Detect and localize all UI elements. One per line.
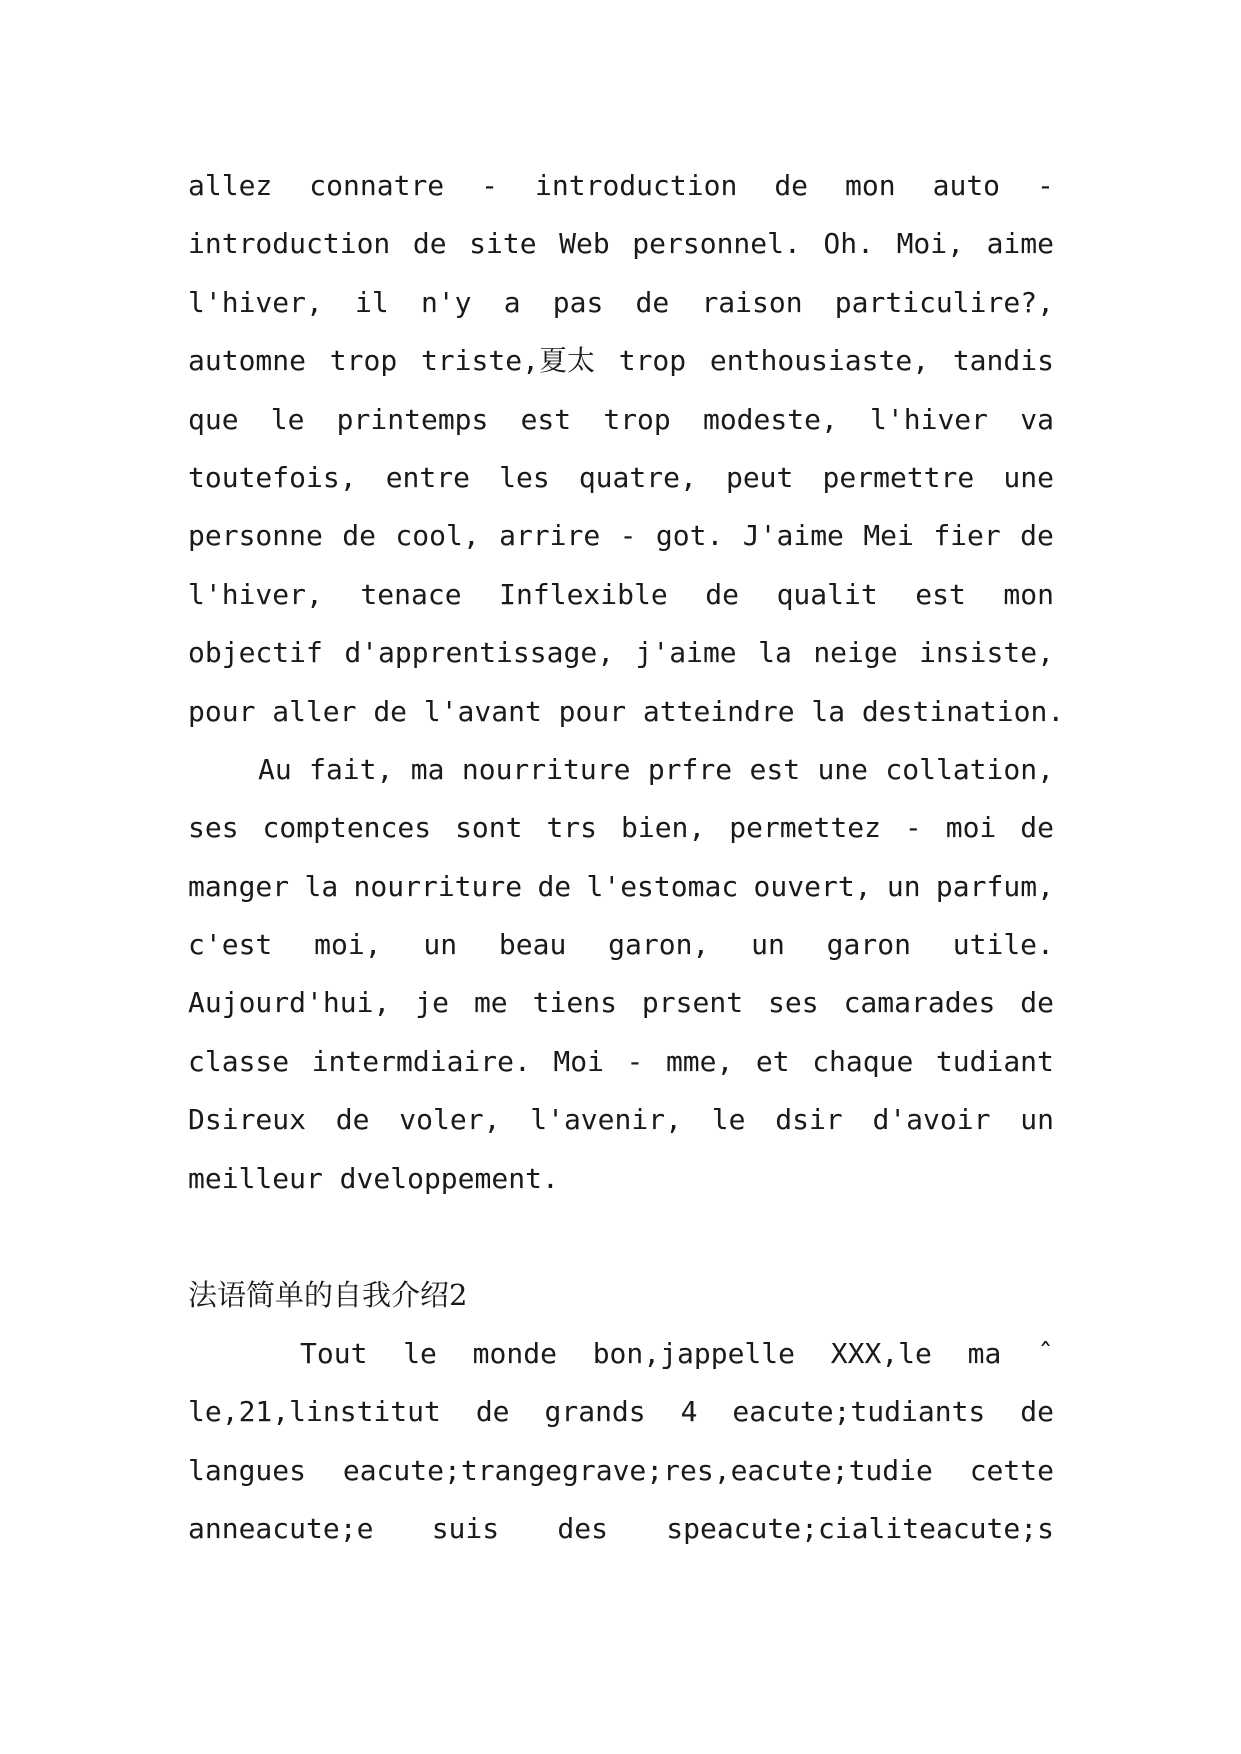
word: destination. [861,694,1065,728]
word: trop [603,402,671,436]
word: printemps [336,402,489,436]
text-line [188,1150,1054,1208]
section-heading: 法语简单的自我介绍2 [188,1278,468,1313]
word: introduction [188,227,391,261]
word: - [619,519,637,553]
text-line [188,1500,1054,1558]
word: utile. [952,928,1054,962]
word: parfum, [935,869,1054,903]
text-line [188,1325,1054,1383]
word: pour [558,694,627,728]
word: qualit [776,577,878,611]
text-line [188,858,1054,916]
word: langues [188,1453,307,1487]
word: trop [329,344,398,378]
word: Au [258,752,292,786]
word: aller [272,694,357,728]
word: Tout [300,1336,368,1370]
word: l'avenir, [530,1103,682,1137]
word: j'aime [635,636,737,670]
text-line [188,974,1054,1032]
word: permettez [729,811,881,845]
word: mon [845,169,896,202]
word: de [475,1395,510,1429]
word: a [503,285,521,319]
word: la [758,636,792,670]
word: ses [188,811,239,845]
word: de [335,1103,370,1137]
word: aime [986,227,1054,261]
word: de [1020,1395,1054,1429]
word: de [635,285,670,319]
word: garon [826,928,911,962]
word: Dsireux [188,1103,307,1137]
word: est [749,752,801,786]
word: est [915,577,966,611]
word: le [403,1336,437,1370]
word: de [1020,519,1054,553]
word: tudiant [935,1044,1054,1078]
word: trs [546,811,598,845]
word: d'apprentissage, [344,636,615,670]
word: quatre, [578,460,697,494]
section-2-paragraph [188,1325,1054,1559]
word: pas [552,285,604,319]
word: ses [768,986,819,1020]
word: toutefois, [188,460,357,494]
word: raison [701,285,803,319]
word: de [537,869,572,903]
word: pour [188,694,256,728]
word: des [557,1511,608,1545]
word: enthousiaste, [709,344,930,378]
word: prfre [647,752,733,786]
text-line [188,391,1054,449]
word: fier [933,519,1001,553]
word: tiens [532,986,617,1020]
word: l'hiver, [188,577,323,611]
text-line [188,566,1054,624]
word: connatre [309,169,445,202]
word: de [373,694,408,728]
text-line [188,1383,1054,1441]
word: peut [725,460,794,494]
word: ouvert, [753,869,872,903]
word: le,21,linstitut [188,1395,441,1429]
word: et [755,1044,790,1078]
word: grands [544,1395,646,1429]
word: classe [188,1044,290,1078]
word: 4 [680,1395,698,1429]
word: le [270,402,305,436]
word: un [423,928,458,962]
word: l'avant [423,694,542,728]
word: voler, [399,1103,501,1137]
word: allez [188,169,273,202]
word: got. [655,519,724,553]
text-line [188,1091,1054,1149]
word: l'hiver [870,402,989,436]
word: d'avoir [872,1103,991,1137]
word: de [412,227,447,261]
word: un [1020,1103,1054,1137]
word: de [705,577,739,611]
word: mme, [665,1044,734,1078]
word: me [473,986,508,1020]
word: l'hiver, [188,285,323,319]
word: ma [967,1336,1002,1370]
text-line [188,507,1054,565]
word: chaque [812,1044,914,1078]
word: personne [188,519,323,553]
text-line [188,332,1054,390]
word: bon,jappelle [592,1336,795,1370]
word: - [904,811,922,845]
word: tandis [952,344,1054,378]
word: arrire [499,519,601,553]
text-line [188,916,1054,974]
word: la [811,694,846,728]
text-line [188,683,1065,741]
word: cette [969,1453,1054,1487]
text-line [188,449,1054,507]
word: manger [188,869,290,903]
word: de [1020,811,1054,845]
word: monde [472,1336,557,1370]
text-line [188,1442,1054,1500]
word: est [520,402,572,436]
word: Oh. [823,227,874,261]
word: anneacute;e [188,1511,374,1545]
word: dveloppement. [339,1161,559,1195]
word: neige [813,636,898,670]
word: objectif [188,636,323,670]
text-line [188,274,1054,332]
word: bien, [620,811,706,845]
word: auto [932,169,1001,202]
word: de [774,169,809,202]
word: de [1020,986,1054,1020]
text-line [188,1033,1054,1091]
word: insiste, [919,636,1054,670]
paragraph-1 [188,157,1065,741]
word: triste,夏太 [420,344,595,378]
paragraph-2 [188,741,1054,1208]
word: entre [385,460,470,494]
word: Aujourd'hui, [188,986,391,1020]
word: nourriture [461,752,631,786]
word: introduction [535,169,738,202]
word: eacute;tudiants [732,1395,986,1429]
word: dsir [775,1103,843,1137]
word: moi [945,811,997,845]
word: XXX,le [830,1336,932,1370]
word: - [481,169,499,202]
word: personnel. [632,227,801,261]
word: J'aime [742,519,844,553]
word: que [188,402,239,436]
document-body [188,157,1065,1558]
word: tenace [360,577,462,611]
word: une [1003,460,1054,494]
paragraph-gap [188,1208,1054,1266]
word: camarades [843,986,996,1020]
word: je [415,986,449,1020]
word: atteindre [642,694,795,728]
word: n'y [420,285,472,319]
word: particulire?, [834,285,1054,319]
word: l'estomac [586,869,739,903]
word: il [355,285,389,319]
word: - [1037,169,1054,202]
word: suis [431,1511,500,1545]
word: trop [618,344,687,378]
word: eacute;trangegrave;res,eacute;tudie [342,1453,933,1487]
word: collation, [885,752,1054,786]
word: mon [1003,577,1054,611]
word: fait, [309,752,394,786]
word: les [499,460,550,494]
word: une [817,752,869,786]
word: meilleur [188,1161,323,1195]
word: c'est [188,928,273,962]
word: va [1020,402,1054,436]
word: moi, [314,928,382,962]
word: Moi [553,1044,604,1078]
word: site [469,227,537,261]
word: cool, [395,519,480,553]
word: prsent [641,986,744,1020]
text-line [188,741,1054,799]
word: Web [559,227,610,261]
word: intermdiaire. [311,1044,531,1078]
word: un [886,869,921,903]
word: automne [188,344,307,378]
word: sont [455,811,523,845]
word: - [626,1044,644,1078]
word: nourriture [353,869,523,903]
text-line [188,624,1054,682]
word: ˆ [1037,1336,1054,1370]
word: Moi, [896,227,964,261]
word: permettre [822,460,975,494]
word: un [751,928,785,962]
word: de [342,519,376,553]
text-line [188,799,1054,857]
word: Inflexible [499,577,668,611]
word: garon, [608,928,710,962]
word: beau [498,928,567,962]
word: speacute;cialiteacute;s [666,1511,1054,1545]
word: comptences [262,811,432,845]
word: le [711,1103,746,1137]
text-line [188,215,1054,273]
word: modeste, [702,402,838,436]
word: Mei [863,519,914,553]
text-line [188,157,1054,215]
word: ma [410,752,445,786]
word: la [304,869,339,903]
